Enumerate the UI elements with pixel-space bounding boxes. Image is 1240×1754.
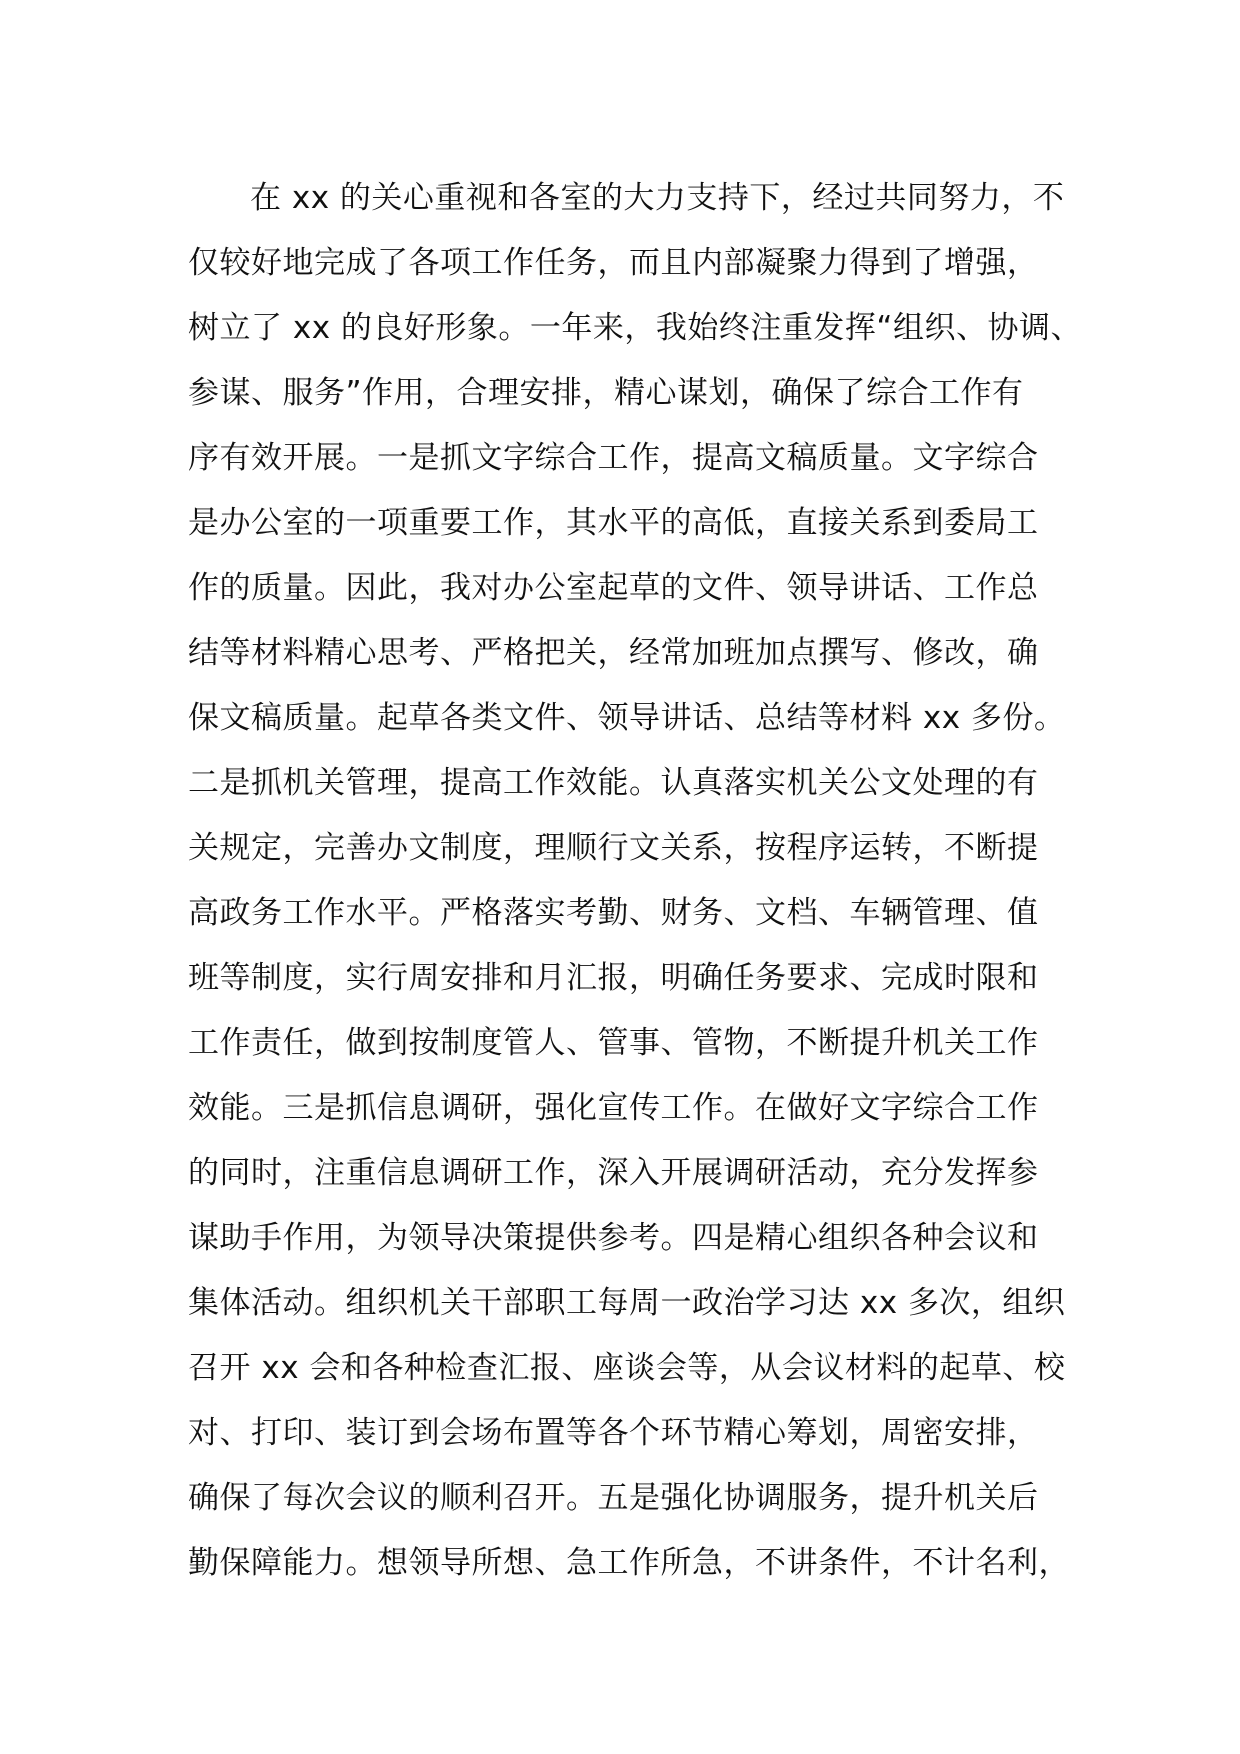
paragraph-line: 对、打印、装订到会场布置等各个环节精心筹划，周密安排， bbox=[188, 1415, 1039, 1451]
paragraph-line: 保文稿质量。起草各类文件、领导讲话、总结等材料 xx 多份。 bbox=[188, 700, 1066, 736]
paragraph-line: 勤保障能力。想领导所想、急工作所急，不讲条件，不计名利， bbox=[188, 1545, 1070, 1581]
paragraph-line: 谋助手作用，为领导决策提供参考。四是精心组织各种会议和 bbox=[188, 1220, 1039, 1256]
paragraph-line: 结等材料精心思考、严格把关，经常加班加点撰写、修改，确 bbox=[188, 635, 1039, 671]
paragraph-line: 高政务工作水平。严格落实考勤、财务、文档、车辆管理、值 bbox=[188, 895, 1039, 931]
paragraph-line: 关规定，完善办文制度，理顺行文关系，按程序运转，不断提 bbox=[188, 830, 1039, 866]
paragraph-line: 仅较好地完成了各项工作任务，而且内部凝聚力得到了增强， bbox=[188, 245, 1039, 281]
paragraph-line: 二是抓机关管理，提高工作效能。认真落实机关公文处理的有 bbox=[188, 765, 1039, 801]
paragraph-line: 序有效开展。一是抓文字综合工作，提高文稿质量。文字综合 bbox=[188, 440, 1039, 476]
paragraph-line: 效能。三是抓信息调研，强化宣传工作。在做好文字综合工作 bbox=[188, 1090, 1039, 1126]
paragraph-line: 参谋、服务”作用，合理安排，精心谋划，确保了综合工作有 bbox=[188, 375, 1024, 411]
paragraph-line: 工作责任，做到按制度管人、管事、管物，不断提升机关工作 bbox=[188, 1025, 1039, 1061]
paragraph-line: 班等制度，实行周安排和月汇报，明确任务要求、完成时限和 bbox=[188, 960, 1039, 996]
paragraph-line: 召开 xx 会和各种检查汇报、座谈会等，从会议材料的起草、校 bbox=[188, 1350, 1066, 1386]
paragraph-line: 确保了每次会议的顺利召开。五是强化协调服务，提升机关后 bbox=[188, 1480, 1039, 1516]
paragraph-line: 树立了 xx 的良好形象。一年来，我始终注重发挥“组织、协调、 bbox=[188, 310, 1082, 346]
paragraph-line: 作的质量。因此，我对办公室起草的文件、领导讲话、工作总 bbox=[188, 570, 1039, 606]
body-paragraph bbox=[188, 166, 1088, 1596]
paragraph-line: 是办公室的一项重要工作，其水平的高低，直接关系到委局工 bbox=[188, 505, 1039, 541]
paragraph-line: 在 xx 的关心重视和各室的大力支持下，经过共同努力，不 bbox=[250, 180, 1065, 216]
paragraph-line: 的同时，注重信息调研工作，深入开展调研活动，充分发挥参 bbox=[188, 1155, 1039, 1191]
paragraph-line: 集体活动。组织机关干部职工每周一政治学习达 xx 多次，组织 bbox=[188, 1285, 1066, 1321]
